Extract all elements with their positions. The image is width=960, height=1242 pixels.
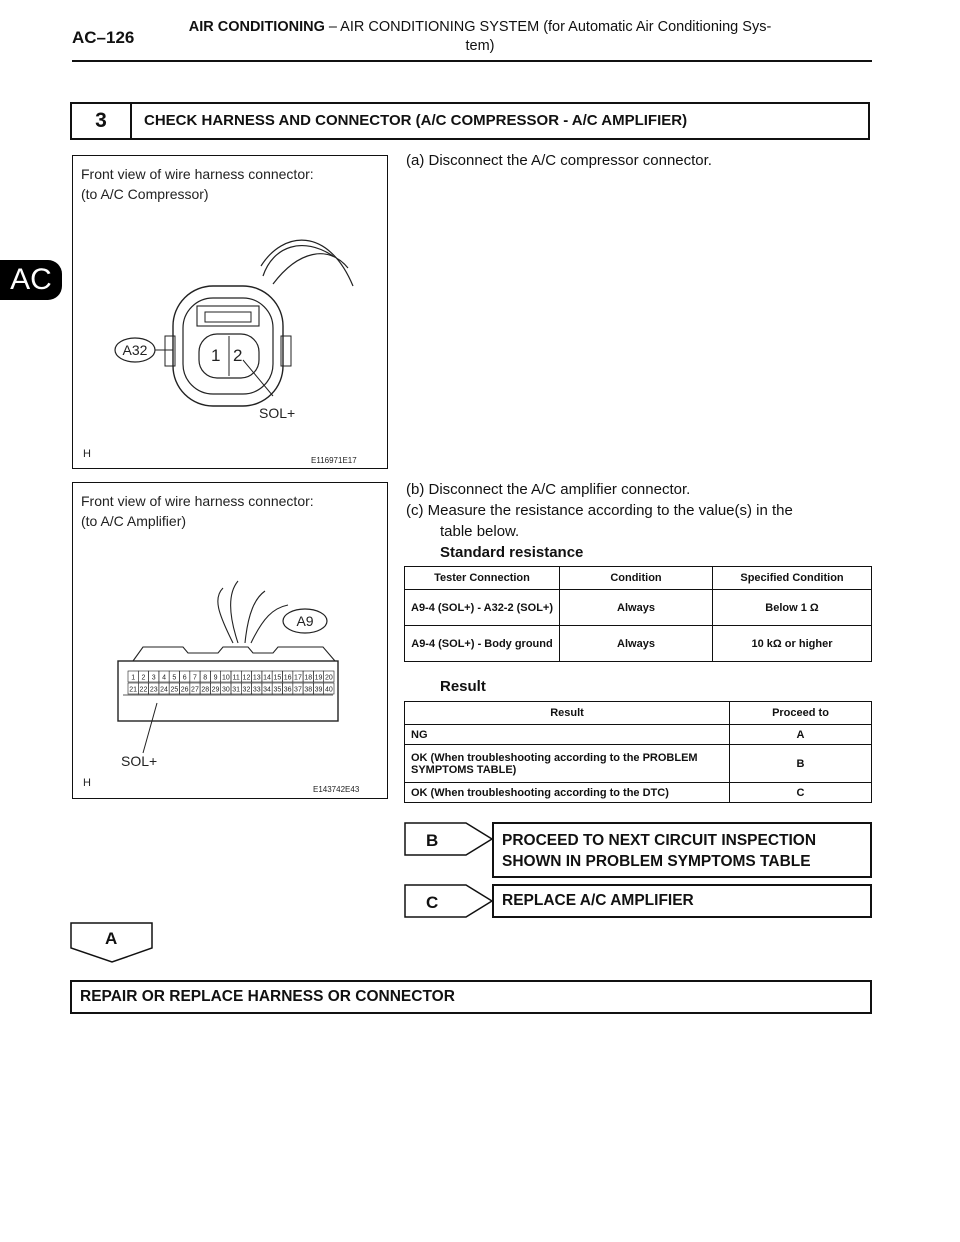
result-table [404,701,872,803]
figure2-corner-letter: H [83,777,91,789]
pin-number: 14 [263,674,271,682]
branch-a-action-box: REPAIR OR REPLACE HARNESS OR CONNECTOR [70,980,872,1014]
step-title: CHECK HARNESS AND CONNECTOR (A/C COMPRESSOR - A/C AMPLIFIER) [144,112,688,129]
figure1-corner-letter: H [83,448,91,460]
branch-b-action-box [492,822,872,878]
pin-number: 33 [252,686,261,694]
pin-number: 22 [139,686,148,694]
table-row [405,783,872,803]
step-header-box [70,102,870,140]
pin-number: 30 [221,686,230,694]
connector-label-a9: A9 [296,613,314,629]
table-cell: A9-4 (SOL+) - A32-2 (SOL+) [405,590,560,626]
step-number: 3 [72,104,132,138]
amplifier-connector-drawing [73,483,389,800]
pin-number: 4 [162,674,167,682]
result-heading: Result [440,678,486,695]
branch-a-arrow [70,922,154,964]
pin-number: 12 [242,674,251,682]
table-row [405,725,872,745]
pin-number: 37 [294,686,302,694]
pin-number: 10 [221,674,230,682]
pin-number: 32 [242,686,251,694]
pin-number: 34 [263,686,271,694]
section-name: AIR CONDITIONING [188,19,325,35]
table-cell: A [730,725,872,745]
pin-number: 11 [232,674,240,682]
table-header: Condition [560,567,713,590]
table-header: Specified Condition [713,567,872,590]
pin-number: 17 [294,674,302,682]
pin-number: 38 [304,686,313,694]
figure2-caption: Front view of wire harness connector: (to A/C Amplifier) [81,493,314,529]
pin-number: 6 [182,674,187,682]
table-cell: 10 kΩ or higher [713,626,872,662]
pin-number: 24 [160,686,168,694]
table-header-row [405,702,872,725]
table-cell: OK (When troubleshooting according to the DTC) [405,783,730,803]
pin-number: 21 [129,686,138,694]
pin-number: 2 [141,674,146,682]
table-row [405,745,872,783]
figure1-id: E116971E17 [311,456,357,465]
pin-number: 25 [170,686,179,694]
figure-amplifier-connector [72,482,388,799]
pin-number: 20 [324,674,333,682]
sol-plus-callout: SOL+ [259,405,296,421]
table-cell: B [730,745,872,783]
table-header: Result [405,702,730,725]
pin-number: 35 [273,686,282,694]
instruction-c-line2: table below. [440,523,520,540]
table-cell: C [730,783,872,803]
pin-number: 27 [191,686,199,694]
pin-2: 2 [233,346,243,365]
amplifier-pins-row-2 [128,683,334,694]
figure-compressor-connector [72,155,388,469]
table-cell: OK (When troubleshooting according to the PROBLEM SYMPTOMS TABLE) [405,745,730,783]
pin-number: 39 [314,686,323,694]
instruction-c-line1: (c) Measure the resistance according to the value(s) in the [406,502,793,519]
pin-number: 18 [304,674,313,682]
pin-number: 40 [324,686,333,694]
table-header: Proceed to [730,702,872,725]
branch-b-action-line1: PROCEED TO NEXT CIRCUIT INSPECTION [502,832,817,849]
pin-number: 28 [201,686,210,694]
branch-b-action-line2: SHOWN IN PROBLEM SYMPTOMS TABLE [502,853,811,870]
page-header-title [150,18,810,56]
table-cell: Always [560,590,713,626]
pin-number: 15 [273,674,282,682]
table-cell: NG [405,725,730,745]
compressor-connector-drawing [73,156,389,470]
pin-number: 5 [172,674,177,682]
instruction-b: (b) Disconnect the A/C amplifier connector. [406,481,691,498]
table-row [405,590,872,626]
branch-a-tag: A [105,929,118,948]
pin-number: 7 [192,674,197,682]
pin-number: 19 [314,674,323,682]
amplifier-pins-row-1 [128,671,334,682]
pin-number: 29 [211,686,220,694]
standard-resistance-heading: Standard resistance [440,544,584,561]
branch-c-tag: C [426,893,439,912]
branch-b-arrow [404,822,494,856]
pin-number: 8 [203,674,208,682]
branch-c-action-box: REPLACE A/C AMPLIFIER [492,884,872,918]
pin-number: 26 [180,686,189,694]
pin-number: 1 [131,674,136,682]
pin-number: 3 [151,674,156,682]
branch-b-tag: B [426,831,439,850]
figure1-caption: Front view of wire harness connector: (to A/C Compressor) [81,166,314,202]
header-rule [72,60,872,62]
header-title-continuation: tem) [465,38,495,54]
table-header-row [405,567,872,590]
pin-number: 13 [252,674,261,682]
figure2-id: E143742E43 [313,785,360,794]
pin-number: 31 [232,686,241,694]
pin-number: 16 [283,674,292,682]
pin-number: 23 [149,686,158,694]
table-header: Tester Connection [405,567,560,590]
page-number: AC–126 [72,28,135,47]
section-side-tab: AC [0,260,62,300]
pin-number: 9 [213,674,218,682]
table-cell: Always [560,626,713,662]
table-cell: Below 1 Ω [713,590,872,626]
instruction-a: (a) Disconnect the A/C compressor connector. [406,152,712,169]
table-cell: A9-4 (SOL+) - Body ground [405,626,560,662]
connector-label-a32: A32 [122,342,148,358]
header-title-rest: – AIR CONDITIONING SYSTEM (for Automatic Air Conditioning Sys- [328,19,772,35]
pin-number: 36 [283,686,292,694]
table-row [405,626,872,662]
resistance-table [404,566,872,662]
pin-1: 1 [211,346,221,365]
sol-plus-callout-amplifier: SOL+ [121,753,158,769]
branch-c-arrow [404,884,494,918]
